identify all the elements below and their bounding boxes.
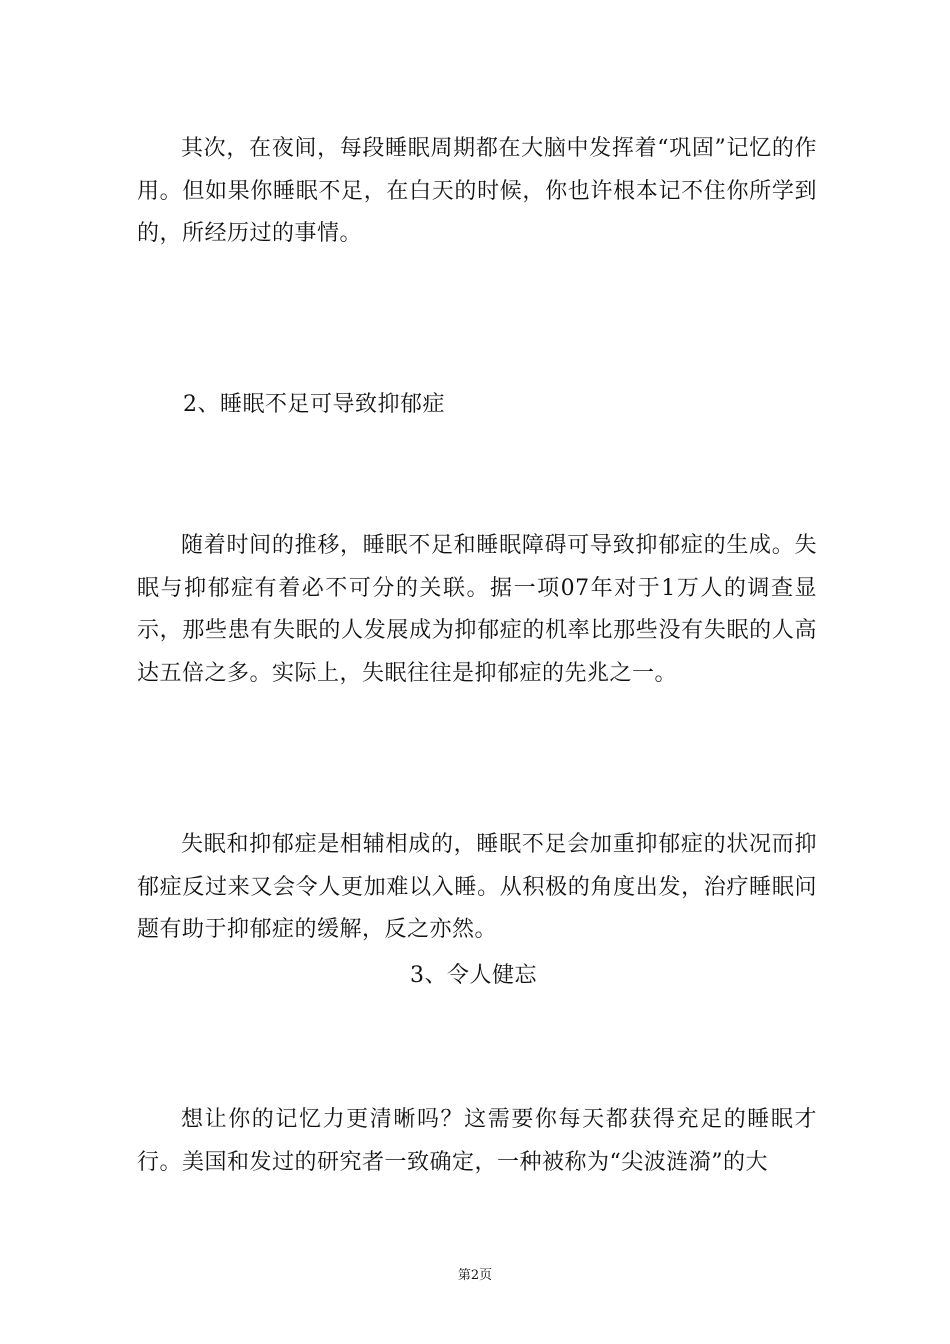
- paragraph-memory-consolidation: 其次，在夜间，每段睡眠周期都在大脑中发挥着“巩固”记忆的作用。但如果你睡眠不足，在白天的时候，你也许根本记不住你所学到的，所经历过的事情。: [137, 136, 817, 246]
- paragraph-memory-clarity: 想让你的记忆力更清晰吗？这需要你每天都获得充足的睡眠才行。美国和发过的研究者一致确定，一种被称为“尖波涟漪”的大: [137, 1107, 817, 1175]
- section-heading-forgetfulness: 3、令人健忘: [410, 963, 537, 988]
- paragraph-mutual-reinforcement: 失眠和抑郁症是相辅相成的，睡眠不足会加重抑郁症的状况而抑郁症反过来又会令人更加难以入睡。从积极的角度出发，治疗睡眠问题有助于抑郁症的缓解，反之亦然。: [137, 832, 817, 942]
- paragraph-insomnia-depression-link: 随着时间的推移，睡眠不足和睡眠障碍可导致抑郁症的生成。失眠与抑郁症有着必不可分的关联。据一项07年对于1万人的调查显示，那些患有失眠的人发展成为抑郁症的机率比那些没有失眠的人高达五倍之多。实际上，失眠往往是抑郁症的先兆之一。: [137, 533, 817, 686]
- page-number: 第2页: [457, 1268, 493, 1283]
- section-heading-depression: 2、睡眠不足可导致抑郁症: [183, 392, 445, 417]
